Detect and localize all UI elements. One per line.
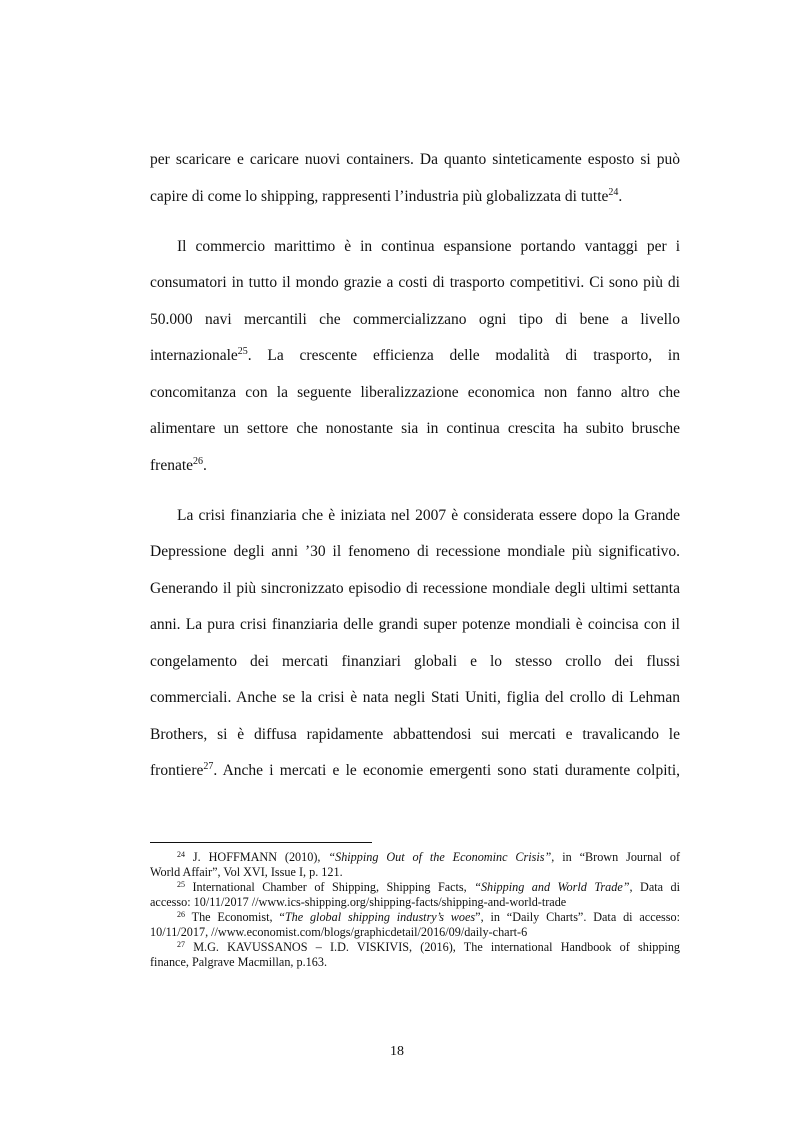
body-line: 50.000 navi mercantili che commercializzano ogni tipo di bene a livello <box>150 311 680 328</box>
body-line: alimentare un settore che nonostante sia in continua crescita ha subito brusche <box>150 420 680 437</box>
body-line: anni. La pura crisi finanziaria delle grandi super potenze mondiali è coincisa con il <box>150 616 680 633</box>
footnote-ref: 27 <box>203 761 214 772</box>
body-line: Brothers, si è diffusa rapidamente abbattendosi sui mercati e travalicando le <box>150 726 680 743</box>
body-line: congelamento dei mercati finanziari globali e lo stesso crollo dei flussi <box>150 653 680 670</box>
body-line: frontiere$^{27}$. Anche i mercati e le economie emergenti sono stati duramente colpiti, <box>150 761 680 779</box>
page-number: 18 <box>390 1044 404 1059</box>
footnote: $^{27}$ M.G. KAVUSSANOS – I.D. VISKIVIS, (2016), The international Handbook of shipping <box>177 940 681 954</box>
footnote: $^{26}$ The Economist, “The global shipping industry’s woes”, in “Daily Charts”. Data di accesso: <box>177 910 680 924</box>
footnote-ref: 25 <box>237 346 248 357</box>
footnote-ref: 26 <box>193 456 204 467</box>
footnote-number: 25 <box>177 880 185 889</box>
body-line: capire di come lo shipping, rappresenti l’industria più globalizzata di tutte$^{24}$. <box>150 187 623 205</box>
footnote-ref: 24 <box>608 187 619 198</box>
body-line: Generando il più sincronizzato episodio di recessione mondiale degli ultimi settanta <box>150 580 680 597</box>
footnote-number: 24 <box>177 850 185 859</box>
body-line: consumatori in tutto il mondo grazie a costi di trasporto competitivi. Ci sono più di <box>150 274 680 291</box>
footnote-number: 26 <box>177 910 185 919</box>
body-line: Depressione degli anni ’30 il fenomeno di recessione mondiale più significativo. <box>150 543 680 560</box>
body-line: internazionale$^{25}$. La crescente efficienza delle modalità di trasporto, in <box>150 346 680 364</box>
footnote-line: 10/11/2017, //www.economist.com/blogs/graphicdetail/2016/09/daily-chart-6 <box>150 925 528 939</box>
footnote-line: accesso: 10/11/2017 //www.ics-shipping.org/shipping-facts/shipping-and-world-trade <box>150 895 567 909</box>
body-line: per scaricare e caricare nuovi containers. Da quanto sinteticamente esposto si può <box>150 151 680 168</box>
body-line: La crisi finanziaria che è iniziata nel 2007 è considerata essere dopo la Grande <box>177 507 680 524</box>
footnote-number: 27 <box>177 940 185 949</box>
footnote: $^{25}$ International Chamber of Shipping, Shipping Facts, “Shipping and World Trade”, Data di <box>177 880 681 894</box>
body-line: concomitanza con la seguente liberalizzazione economica non fanno altro che <box>150 384 680 401</box>
footnote-separator <box>150 842 372 843</box>
footnote-line: World Affair”, Vol XVI, Issue I, p. 121. <box>150 865 343 879</box>
body-line: frenate$^{26}$. <box>150 456 207 474</box>
footnote-line: finance, Palgrave Macmillan, p.163. <box>150 955 327 969</box>
body-line: commerciali. Anche se la crisi è nata negli Stati Uniti, figlia del crollo di Lehman <box>150 689 680 706</box>
body-line: Il commercio marittimo è in continua espansione portando vantaggi per i <box>177 238 680 255</box>
footnote: $^{24}$ J. HOFFMANN (2010), “Shipping Out of the Econominc Crisis”, in “Brown Journal of <box>177 850 681 864</box>
